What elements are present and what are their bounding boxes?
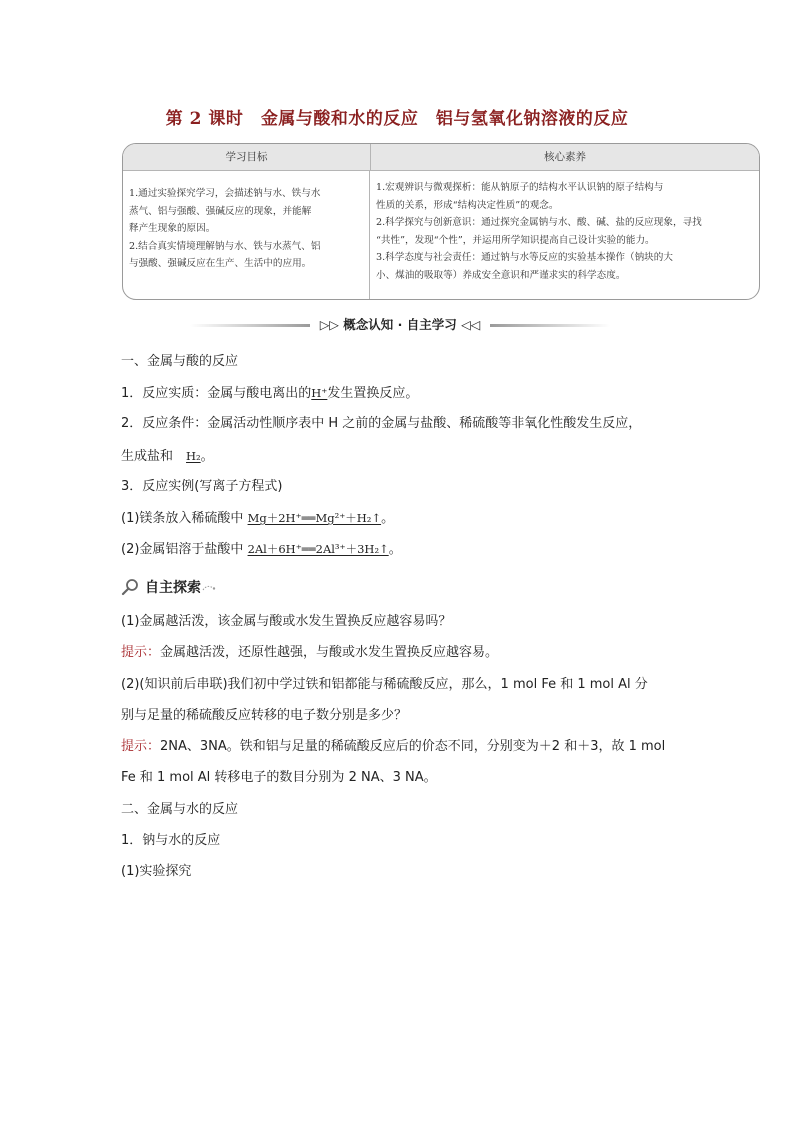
literacy-line: 3.科学态度与社会责任：通过钠与水等反应的实验基本操作（钠块的大	[376, 252, 673, 263]
paragraph	[121, 384, 418, 403]
paragraph	[121, 509, 394, 528]
hint-label: 提示：	[121, 645, 161, 660]
section2-heading: 二、金属与水的反应	[121, 802, 239, 817]
hint-paragraph	[121, 738, 665, 756]
paragraph: 1．钠与水的反应	[121, 833, 221, 848]
equation-answer: 2Al＋6H⁺══2Al³⁺＋3H₂↑	[247, 542, 389, 556]
hint-paragraph	[121, 644, 498, 662]
banner-title: ▷▷ 概念认知 · 自主学习 ◁◁	[319, 317, 481, 332]
question: 别与足量的稀硫酸反应转移的电子数分别是多少？	[121, 708, 408, 723]
question: (1)金属越活泼，该金属与酸或水发生置换反应越容易吗？	[121, 614, 452, 629]
text: (1)镁条放入稀硫酸中	[121, 511, 244, 526]
goals-header	[123, 144, 759, 171]
hint-label: 提示：	[121, 739, 161, 754]
section1-heading: 一、金属与酸的反应	[121, 354, 239, 369]
magnifier-icon	[121, 578, 141, 596]
dots-decoration-icon	[201, 580, 217, 594]
paragraph: 2．反应条件：金属活动性顺序表中 H 之前的金属与盐酸、稀硫酸等非氧化性酸发生反应，	[121, 416, 642, 431]
core-literacy-header: 核心素养	[544, 151, 586, 163]
literacy-line: 小、煤油的吸取等）养成安全意识和严谨求实的科学态度。	[376, 269, 626, 281]
paragraph: (1)实验探究	[121, 864, 192, 879]
paragraph	[121, 447, 214, 466]
goal-line: 蒸气、铝与强酸、强碱反应的现象，并能解	[129, 205, 312, 217]
text: 。	[388, 542, 402, 557]
text: 。	[381, 511, 395, 526]
text: (2)金属铝溶于盐酸中	[121, 542, 244, 557]
literacy-line: 性质的关系，形成“结构决定性质”的观念。	[376, 199, 559, 211]
self-explore-header	[121, 576, 217, 598]
goals-table	[122, 143, 760, 300]
literacy-line: “共性”，发现“个性”，并运用所学知识提高自己设计实验的能力。	[376, 234, 655, 246]
literacy-line: 2.科学探究与创新意识：通过探究金属钠与水、酸、碱、盐的反应现象，寻找	[376, 217, 702, 228]
answer-blank: H₂	[186, 449, 201, 463]
answer-blank: H⁺	[311, 386, 328, 400]
goal-line: 释产生现象的原因。	[129, 223, 216, 234]
goal-line: 2.结合真实情境理解钠与水、铁与水蒸气、铝	[129, 240, 321, 252]
page-title: 第 2 课时 金属与酸和水的反应 铝与氢氧化钠溶液的反应	[165, 109, 629, 129]
equation-answer: Mg＋2H⁺══Mg²⁺＋H₂↑	[247, 511, 382, 525]
goal-line: 与强酸、强碱反应在生产、生活中的应用。	[129, 258, 312, 269]
literacy-line: 1.宏观辨识与微观探析：能从钠原子的结构水平认识钠的原子结构与	[376, 182, 664, 193]
goal-line: 1.通过实验探究学习，会描述钠与水、铁与水	[129, 188, 321, 199]
core-literacy-list	[370, 171, 759, 299]
text: 生成盐和	[121, 449, 174, 464]
learning-goals-list	[123, 171, 370, 299]
paragraph: 3．反应实例(写离子方程式)	[121, 479, 283, 494]
text: 2NA、3NA。铁和铝与足量的稀硫酸反应后的价态不同，分别变为＋2 和＋3，故 1 mol	[160, 739, 666, 754]
hint-paragraph: Fe 和 1 mol Al 转移电子的数目分别为 2 NA、3 NA。	[121, 770, 437, 785]
question: (2)(知识前后串联)我们初中学过铁和铝都能与稀硫酸反应，那么，1 mol Fe 和 1 mol Al 分	[121, 677, 648, 692]
text: 1．反应实质：金属与酸电离出的	[121, 386, 312, 401]
section-banner	[190, 316, 610, 334]
self-explore-title: 自主探索	[145, 580, 201, 596]
text: 发生置换反应。	[327, 386, 419, 401]
learning-goals-header: 学习目标	[123, 144, 371, 170]
text: 。	[200, 449, 214, 464]
goals-body	[123, 171, 759, 299]
text: 金属越活泼，还原性越强，与酸或水发生置换反应越容易。	[160, 645, 499, 660]
paragraph	[121, 540, 402, 559]
